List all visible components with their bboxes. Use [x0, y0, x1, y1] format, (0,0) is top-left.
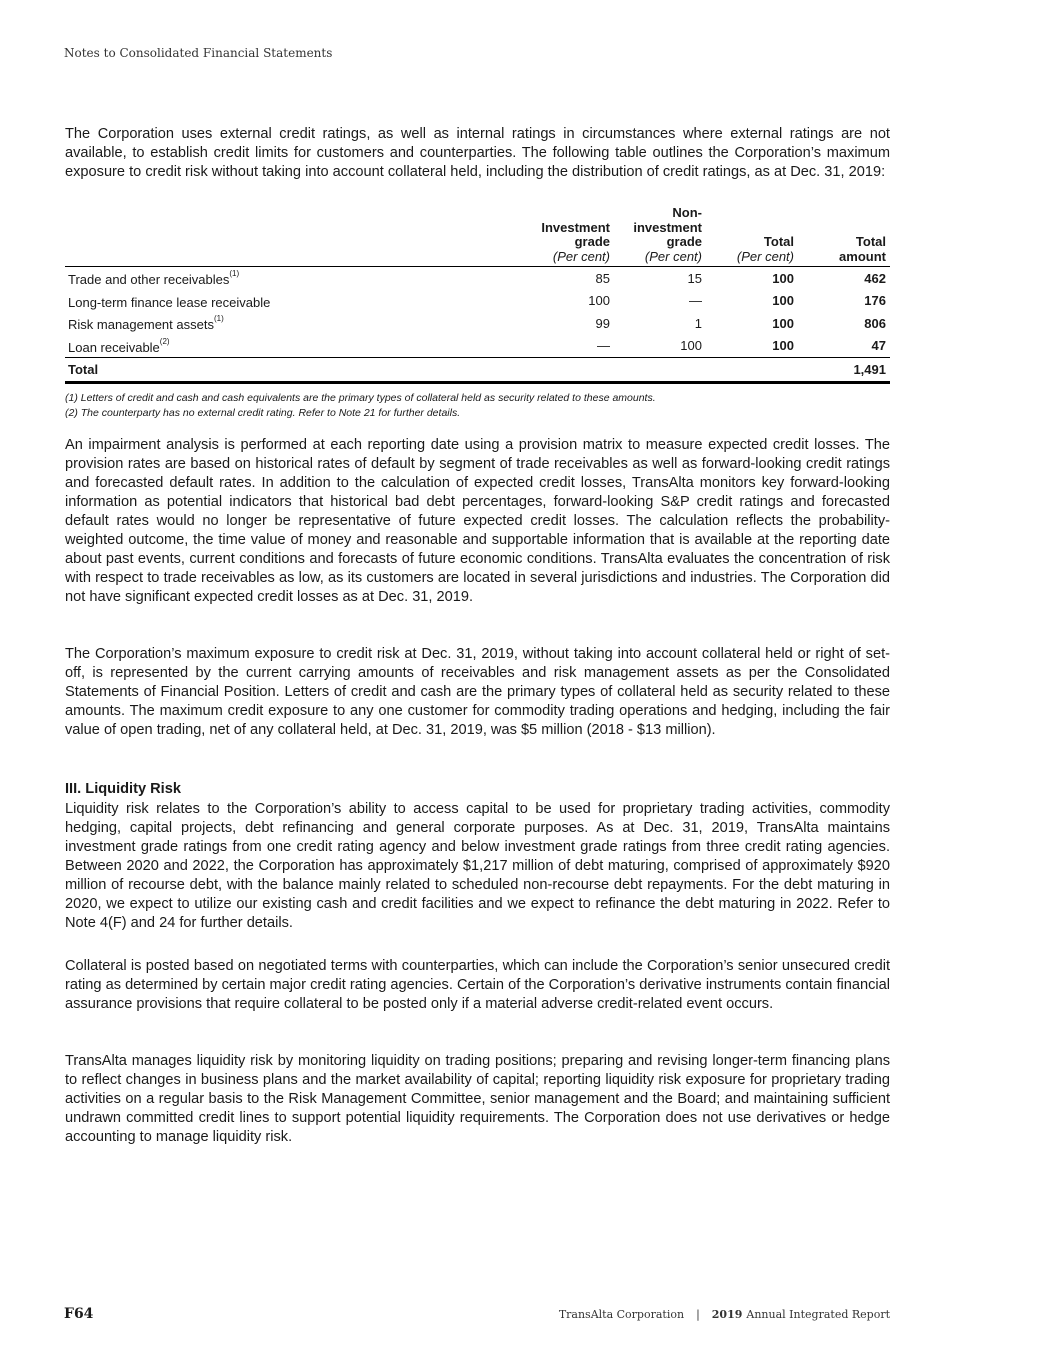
table-header-row: [65, 206, 890, 267]
footer-separator: |: [696, 1308, 700, 1321]
liquidity-paragraph-1: Liquidity risk relates to the Corporation’s ability to access capital to be used for proprietary trading activities, commodity hedging, capital projects, debt refinancing and general corporate purposes. As at Dec. 31, 2019, TransAlta maintains investment grade ratings from one credit rating agency and below investment grade ratings from three credit rating agencies. Between 2020 and 2022, the Corporation has approximately $1,217 million of debt maturing, comprised of approximately $920 million of recourse debt, with the balance mainly related to scheduled non-recourse debt repayments. For the debt maturing in 2020, we expect to utilize our existing cash and credit facilities and we expect to refinance the debt maturing in 2022. Refer to Note 4(F) and 24 for further details.: [65, 801, 890, 931]
total-label: Total: [68, 361, 99, 377]
running-footer: [559, 1308, 890, 1321]
intro-paragraph: The Corporation uses external credit ratings, as well as internal ratings in circumstances where external ratings are not available, to establish credit limits for customers and counterparties. The following table outlines the Corporation’s maximum exposure to credit risk without taking into account collateral held, including the distribution of credit ratings, as at Dec. 31, 2019:: [65, 126, 890, 180]
cell-total-percent: 100: [772, 270, 794, 286]
max-exposure-paragraph: The Corporation’s maximum exposure to credit risk at Dec. 31, 2019, without taking into account collateral held or right of set-off, is represented by the current carrying amounts of receivables and risk management assets as per the Consolidated Statements of Financial Position. Letters of credit and cash are the primary types of collateral held as security related to these amounts. The maximum credit exposure to any one customer for commodity trading operations and hedging, including the fair value of open trading, net of any collateral held, at Dec. 31, 2019, was $5 million (2018 - $13 million).: [65, 646, 890, 738]
footnote-2: (2) The counterparty has no external credit rating. Refer to Note 21 for further details.: [65, 407, 461, 419]
cell-investment-grade: 85: [595, 270, 610, 286]
table-row: [65, 335, 890, 358]
footer-year: 2019: [711, 1308, 743, 1321]
impairment-paragraph: An impairment analysis is performed at each reporting date using a provision matrix to measure expected credit losses. The provision rates are based on historical rates of default by segment of trade receivables as well as forward-looking credit ratings and forecasted default rates. In addition to the calculation of expected credit losses, TransAlta monitors key forward-looking information as potential indicators that historical bad debt percentages, forward-looking S&P credit ratings and forecasted default rates would no longer be representative of future expected credit losses. The calculation reflects the probability-weighted outcome, the time value of money and reasonable and supportable information that is available at the reporting date about past events, current conditions and forecasts of future economic conditions. TransAlta evaluates the concentration of risk with respect to trade receivables as low, as its customers are located in several jurisdictions and industries. The Corporation did not have significant expected credit losses as at Dec. 31, 2019.: [65, 437, 890, 605]
cell-total-amount: 176: [864, 293, 886, 309]
cell-total-amount: 806: [864, 315, 886, 331]
table-total-row: [65, 358, 890, 383]
footer-report: Annual Integrated Report: [746, 1308, 890, 1321]
cell-investment-grade: 99: [595, 315, 610, 331]
table-row: [65, 312, 890, 335]
footnote-ref: (1): [213, 314, 224, 324]
row-label: Long-term finance lease receivable: [68, 294, 271, 310]
cell-non-investment-grade: 1: [694, 315, 702, 331]
cell-total-percent: 100: [772, 315, 794, 331]
credit-rating-table: [65, 206, 890, 384]
cell-investment-grade: 100: [588, 293, 610, 309]
col-total-percent: Total (Per cent): [736, 234, 794, 264]
row-label: Trade and other receivables$^{(1)}$: [68, 269, 240, 288]
footnote-ref: (2): [159, 336, 170, 346]
running-header: Notes to Consolidated Financial Statements: [64, 46, 333, 60]
liquidity-paragraph-3: TransAlta manages liquidity risk by monitoring liquidity on trading positions; preparing and revising longer-term financing plans to reflect changes in business plans and the market availability of capital; reporting liquidity risk exposure for proprietary trading activities on a regular basis to the Risk Management Committee, senior management and the Board; and maintaining sufficient undrawn committed credit lines to support potential liquidity requirements. The Corporation does not use derivatives or hedge accounting to manage liquidity risk.: [65, 1053, 890, 1145]
col-investment-grade: Investment grade (Per cent): [541, 219, 610, 264]
cell-total-percent: 100: [772, 338, 794, 354]
cell-non-investment-grade: 100: [680, 338, 702, 354]
total-amount: 1,491: [853, 361, 886, 377]
table-row: [65, 290, 890, 313]
cell-total-percent: 100: [772, 293, 794, 309]
section-heading-liquidity: III. Liquidity Risk: [65, 781, 181, 797]
col-non-investment-grade: Non- investment grade (Per cent): [633, 205, 702, 264]
col-total-amount: Total amount: [839, 234, 886, 264]
row-label: Risk management assets$^{(1)}$: [68, 314, 224, 333]
cell-non-investment-grade: —: [689, 293, 702, 309]
cell-non-investment-grade: 15: [687, 270, 702, 286]
cell-total-amount: 462: [864, 270, 886, 286]
liquidity-paragraph-2: Collateral is posted based on negotiated terms with counterparties, which can include the Corporation’s senior unsecured credit rating as determined by certain major credit rating agencies. Certain of the Corporation’s derivative instruments contain financial assurance provisions that require collateral to be posted only if a material adverse credit-related event occurs.: [65, 958, 890, 1012]
footnote-1: (1) Letters of credit and cash and cash equivalents are the primary types of collateral held as security related to these amounts.: [65, 392, 656, 404]
cell-total-amount: 47: [871, 338, 886, 354]
footnote-ref: (1): [229, 269, 240, 279]
row-label: Loan receivable$^{(2)}$: [68, 336, 170, 355]
page-number: F64: [64, 1306, 94, 1322]
table-row: [65, 267, 890, 290]
footer-company: TransAlta Corporation: [558, 1308, 685, 1321]
cell-investment-grade: —: [597, 338, 610, 354]
